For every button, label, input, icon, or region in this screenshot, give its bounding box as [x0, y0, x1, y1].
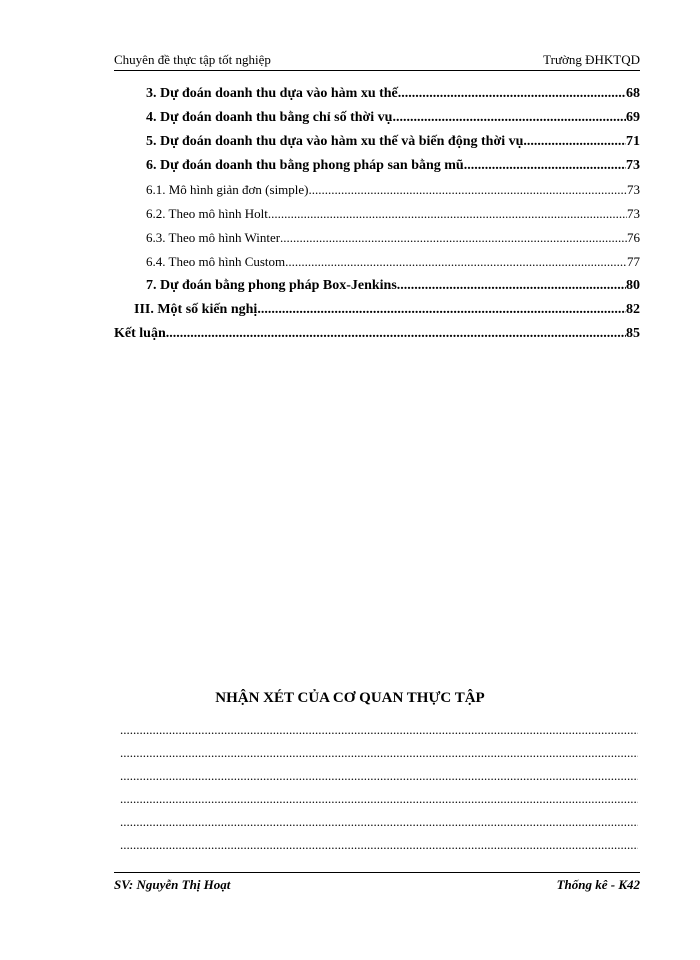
toc-leader: [392, 110, 626, 126]
toc-item-label: 7. Dự đoán bằng phong pháp Box-Jenkins: [146, 278, 397, 293]
header-school: Trường ĐHKTQD: [543, 52, 640, 67]
dotted-line: [120, 791, 638, 807]
toc-leader: [166, 326, 626, 342]
footer-class: Thống kê - K42: [556, 877, 640, 892]
toc-item[interactable]: [146, 254, 640, 270]
toc-item-page: 73: [627, 206, 640, 221]
toc-item-label: 4. Dự đoán doanh thu bằng chỉ số thời vụ: [146, 110, 393, 125]
toc-item-label: 6.3. Theo mô hình Winter: [146, 230, 281, 245]
toc-leader: [309, 182, 628, 198]
footer-student: SV: Nguyễn Thị Hoạt: [114, 877, 231, 892]
toc-leader: [257, 302, 626, 318]
toc-item-page: 68: [626, 86, 640, 101]
toc-item[interactable]: [134, 302, 640, 318]
toc-leader: [523, 134, 626, 150]
dotted-line: [120, 745, 638, 761]
toc-item[interactable]: [146, 134, 640, 150]
toc-item-page: 80: [626, 278, 640, 293]
toc-item-label: Kết luận: [114, 326, 166, 341]
toc-item-page: 85: [626, 326, 640, 341]
toc-item-page: 73: [626, 158, 640, 173]
toc-item-label: 6.1. Mô hình giản đơn (simple): [146, 182, 309, 197]
dotted-line: [120, 722, 638, 738]
toc-leader: [285, 254, 627, 270]
toc-item-page: 69: [626, 110, 640, 125]
toc-item-label: 6.2. Theo mô hình Holt: [146, 206, 268, 221]
toc-item[interactable]: [146, 86, 640, 102]
page-header: [114, 52, 640, 71]
section-title: NHẬN XÉT CỦA CƠ QUAN THỰC TẬP: [215, 690, 485, 706]
toc-item-label: 5. Dự đoán doanh thu dựa vào hàm xu thế và biến động thời vụ: [146, 134, 524, 149]
dotted-line: [120, 768, 638, 784]
toc-leader: [268, 206, 627, 222]
dotted-line: [120, 814, 638, 830]
toc-item-label: III. Một số kiến nghị: [134, 302, 258, 317]
toc-item-label: 3. Dự đoán doanh thu dựa vào hàm xu thế: [146, 86, 398, 101]
header-title: Chuyên đề thực tập tốt nghiệp: [114, 52, 271, 67]
toc-leader: [464, 158, 626, 174]
toc-item[interactable]: [146, 206, 640, 222]
toc-item-page: 82: [626, 302, 640, 317]
toc-item-page: 77: [627, 254, 640, 269]
toc-item-label: 6. Dự đoán doanh thu bằng phong pháp san bằng mũ: [146, 158, 464, 173]
toc-item-page: 73: [627, 182, 640, 197]
page-footer: [114, 872, 640, 892]
toc-item[interactable]: [146, 278, 640, 294]
toc-leader: [280, 230, 627, 246]
toc-item-label: 6.4. Theo mô hình Custom: [146, 254, 286, 269]
toc-item[interactable]: [146, 182, 640, 198]
dotted-line: [120, 837, 638, 853]
toc-item[interactable]: [114, 326, 640, 342]
toc-item-page: 76: [627, 230, 640, 245]
toc-leader: [398, 86, 626, 102]
toc-item-page: 71: [626, 134, 640, 149]
toc-item[interactable]: [146, 158, 640, 174]
toc-leader: [397, 278, 626, 294]
toc-item[interactable]: [146, 230, 640, 246]
toc-item[interactable]: [146, 110, 640, 126]
